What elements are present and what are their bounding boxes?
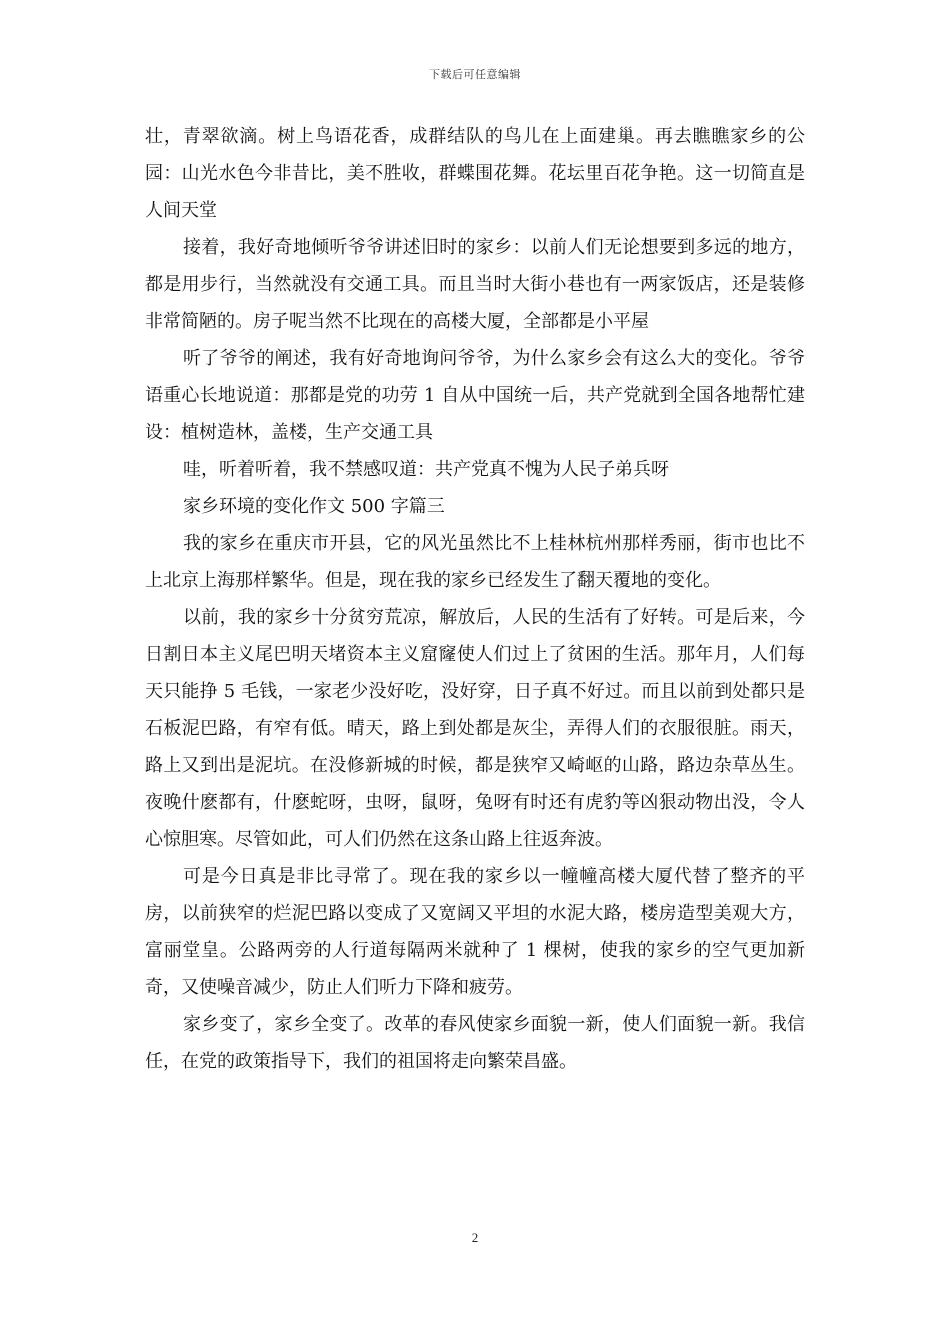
document-body xyxy=(145,118,805,1080)
paragraph: 可是今日真是非比寻常了。现在我的家乡以一幢幢高楼大厦代替了整齐的平房，以前狭窄的烂泥巴路以变成了又宽阔又平坦的水泥大路，楼房造型美观大方，富丽堂皇。公路两旁的人行道每隔两米就种了 1 棵树，使我的家乡的空气更加新奇，又使噪音减少，防止人们听力下降和疲劳。 xyxy=(145,866,805,998)
paragraph: 家乡变了，家乡全变了。改革的春风使家乡面貌一新，使人们面貌一新。我信任，在党的政策指导下，我们的祖国将走向繁荣昌盛。 xyxy=(145,1014,805,1072)
paragraph: 哇，听着听着，我不禁感叹道：共产党真不愧为人民子弟兵呀 xyxy=(183,459,669,480)
section-heading: 家乡环境的变化作文 500 字篇三 xyxy=(183,496,445,517)
page-number: 2 xyxy=(471,1230,479,1245)
page-header: 下载后可任意编辑 xyxy=(429,68,521,81)
paragraph: 以前，我的家乡十分贫穷荒凉，解放后，人民的生活有了好转。可是后来，今日割日本主义尾巴明天堵资本主义窟窿使人们过上了贫困的生活。那年月，人们每天只能挣 5 毛钱，一家老少没好吃，没好穿，日子真不好过。而且以前到处都只是石板泥巴路，有窄有低。晴天，路上到处都是灰尘，弄得人们的衣服很脏。雨天，路上又到出是泥坑。在没修新城的时候，都是狭窄又崎岖的山路，路边杂草丛生。夜晚什麽都有，什麽蛇呀，虫呀，鼠呀，兔呀有时还有虎豹等凶狠动物出没，令人心惊胆寒。尽管如此，可人们仍然在这条山路上往返奔波。 xyxy=(145,607,805,850)
paragraph: 接着，我好奇地倾听爷爷讲述旧时的家乡：以前人们无论想要到多远的地方，都是用步行，当然就没有交通工具。而且当时大街小巷也有一两家饭店，还是装修非常简陋的。房子呢当然不比现在的高楼大厦，全部都是小平屋 xyxy=(145,237,805,332)
paragraph: 我的家乡在重庆市开县，它的风光虽然比不上桂林杭州那样秀丽，街市也比不上北京上海那样繁华。但是，现在我的家乡已经发生了翻天覆地的变化。 xyxy=(145,533,805,591)
paragraph: 听了爷爷的阐述，我有好奇地询问爷爷，为什么家乡会有这么大的变化。爷爷语重心长地说道：那都是党的功劳 1 自从中国统一后，共产党就到全国各地帮忙建设：植树造林，盖楼，生产交通工具 xyxy=(145,348,805,443)
paragraph: 壮，青翠欲滴。树上鸟语花香，成群结队的鸟儿在上面建巢。再去瞧瞧家乡的公园：山光水色今非昔比，美不胜收，群蝶围花舞。花坛里百花争艳。这一切简直是人间天堂 xyxy=(145,126,805,221)
